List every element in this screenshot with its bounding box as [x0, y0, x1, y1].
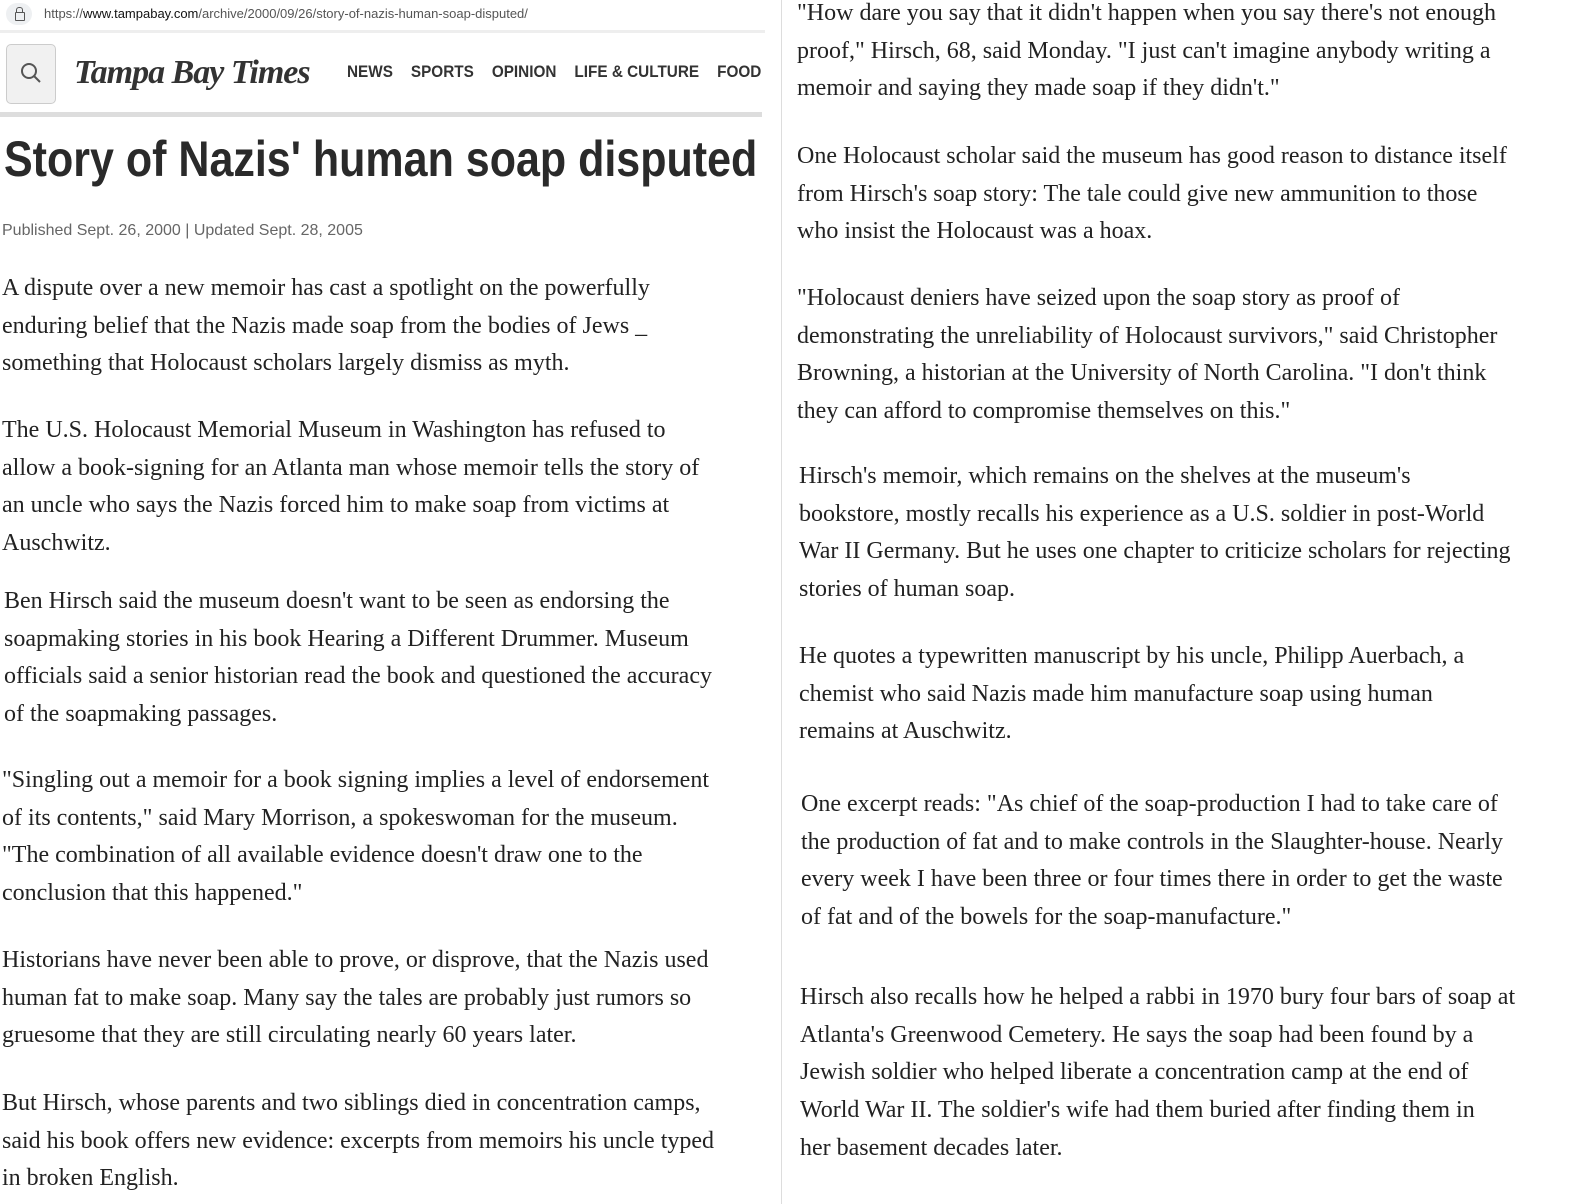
article-paragraph [4, 583, 712, 734]
paragraph-line: Ben Hirsch said the museum doesn't want to be seen as endorsing the [4, 588, 670, 614]
paragraph-line: Historians have never been able to prove, or disprove, that the Nazis used [2, 947, 709, 973]
paragraph-line: One Holocaust scholar said the museum has good reason to distance itself [797, 143, 1507, 169]
article-paragraph [2, 270, 650, 383]
paragraph-line: Hirsch also recalls how he helped a rabbi in 1970 bury four bars of soap at [800, 984, 1516, 1010]
paragraph-line: "Singling out a memoir for a book signing implies a level of endorsement [2, 767, 710, 793]
paragraph-line: "The combination of all available evidence doesn't draw one to the [2, 842, 643, 869]
nav-opinion[interactable]: OPINION [491, 62, 557, 81]
publish-date: Published Sept. 26, 2000 | Updated Sept. 28, 2005 [2, 222, 363, 239]
paragraph-line: of its contents," said Mary Morrison, a spokeswoman for the museum. [2, 804, 678, 831]
paragraph-line: stories of human soap. [799, 576, 1015, 603]
paragraph-line: chemist who said Nazis made him manufacture soap using human [799, 680, 1433, 707]
paragraph-line: A dispute over a new memoir has cast a spotlight on the powerfully [2, 275, 650, 301]
paragraph-line: memoir and saying they made soap if they didn't." [797, 75, 1280, 102]
site-header [0, 36, 762, 117]
paragraph-line: Auschwitz. [2, 530, 111, 557]
nav-life-culture[interactable]: LIFE & CULTURE [574, 62, 700, 81]
article-paragraph [2, 942, 708, 1055]
paragraph-line: something that Holocaust scholars largely dismiss as myth. [2, 350, 570, 377]
paragraph-line: He quotes a typewritten manuscript by his uncle, Philipp Auerbach, a [799, 643, 1465, 669]
paragraph-line: "Holocaust deniers have seized upon the soap story as proof of [797, 285, 1400, 311]
paragraph-line: gruesome that they are still circulating nearly 60 years later. [2, 1022, 577, 1049]
paragraph-line: said his book offers new evidence: excerpts from memoirs his uncle typed [2, 1127, 715, 1154]
article-paragraph [801, 786, 1503, 937]
nav-news[interactable]: NEWS [347, 62, 393, 81]
search-icon [7, 45, 55, 103]
paragraph-line: bookstore, mostly recalls his experience as a U.S. soldier in post-World [799, 500, 1485, 527]
address-bar[interactable] [0, 0, 765, 33]
paragraph-line: officials said a senior historian read the book and questioned the accuracy [4, 663, 712, 690]
article-paragraph [2, 762, 709, 913]
paragraph-line: But Hirsch, whose parents and two siblings died in concentration camps, [2, 1090, 701, 1116]
paragraph-line: proof," Hirsch, 68, said Monday. "I just can't imagine anybody writing a [797, 37, 1491, 64]
article-paragraph [2, 412, 699, 563]
paragraph-line: Atlanta's Greenwood Cemetery. He says the soap had been found by a [800, 1021, 1474, 1048]
paragraph-line: World War II. The soldier's wife had them buried after finding them in [800, 1097, 1475, 1124]
paragraph-line: human fat to make soap. Many say the tales are probably just rumors so [2, 984, 692, 1011]
paragraph-line: allow a book-signing for an Atlanta man whose memoir tells the story of [2, 454, 700, 481]
nav-sports[interactable]: SPORTS [410, 62, 474, 81]
paragraph-line: of the soapmaking passages. [4, 701, 278, 728]
paragraph-line: remains at Auschwitz. [799, 718, 1012, 745]
article-paragraph [797, 280, 1497, 431]
paragraph-line: War II Germany. But he uses one chapter to criticize scholars for rejecting [799, 538, 1511, 565]
paragraph-line: Jewish soldier who helped liberate a concentration camp at the end of [800, 1059, 1469, 1086]
paragraph-line: who insist the Holocaust was a hoax. [797, 218, 1153, 245]
article-paragraph [2, 1085, 714, 1198]
paragraph-line: demonstrating the unreliability of Holocaust survivors," said Christopher [797, 322, 1498, 349]
paragraph-line: the production of fat and to make controls in the Slaughter-house. Nearly [801, 828, 1503, 855]
paragraph-line: "How dare you say that it didn't happen when you say there's not enough [797, 0, 1496, 26]
article-paragraph [797, 138, 1507, 251]
paragraph-line: The U.S. Holocaust Memorial Museum in Washington has refused to [2, 417, 666, 443]
paragraph-line: Browning, a historian at the University of North Carolina. "I don't think [797, 360, 1487, 387]
column-divider [781, 0, 782, 1204]
url-path: /archive/2000/09/26/story-of-nazis-human-soap-disputed/ [198, 6, 528, 21]
paragraph-line: One excerpt reads: "As chief of the soap-production I had to take care of [801, 791, 1498, 817]
article-paragraph [799, 458, 1511, 609]
article-paragraph [800, 979, 1515, 1168]
article-paragraph [799, 638, 1464, 751]
url-prefix: https:// [44, 6, 84, 21]
nav-food[interactable]: FOOD [717, 62, 762, 81]
article-paragraph [797, 0, 1496, 108]
paragraph-line: they can afford to compromise themselves on this." [797, 398, 1291, 425]
paragraph-line: her basement decades later. [800, 1134, 1063, 1161]
paragraph-line: every week I have been three or four times there in order to get the waste [801, 866, 1503, 893]
paragraph-line: of fat and of the bowels for the soap-manufacture." [801, 904, 1292, 931]
paragraph-line: conclusion that this happened." [2, 880, 303, 907]
paragraph-line: enduring belief that the Nazis made soap from the bodies of Jews _ [2, 312, 648, 339]
lock-icon[interactable] [6, 3, 32, 25]
site-logo[interactable]: Tampa Bay Times [74, 54, 310, 91]
paragraph-line: an uncle who says the Nazis forced him to make soap from victims at [2, 492, 670, 519]
paragraph-line: from Hirsch's soap story: The tale could give new ammunition to those [797, 180, 1478, 207]
url-text[interactable] [44, 6, 528, 21]
search-button[interactable] [6, 44, 56, 104]
paragraph-line: soapmaking stories in his book Hearing a Different Drummer. Museum [4, 625, 689, 652]
article-title: Story of Nazis' human soap disputed [4, 131, 758, 187]
url-domain: www.tampabay.com [83, 6, 199, 21]
main-nav [347, 62, 761, 82]
paragraph-line: in broken English. [2, 1165, 179, 1192]
paragraph-line: Hirsch's memoir, which remains on the shelves at the museum's [799, 463, 1411, 489]
